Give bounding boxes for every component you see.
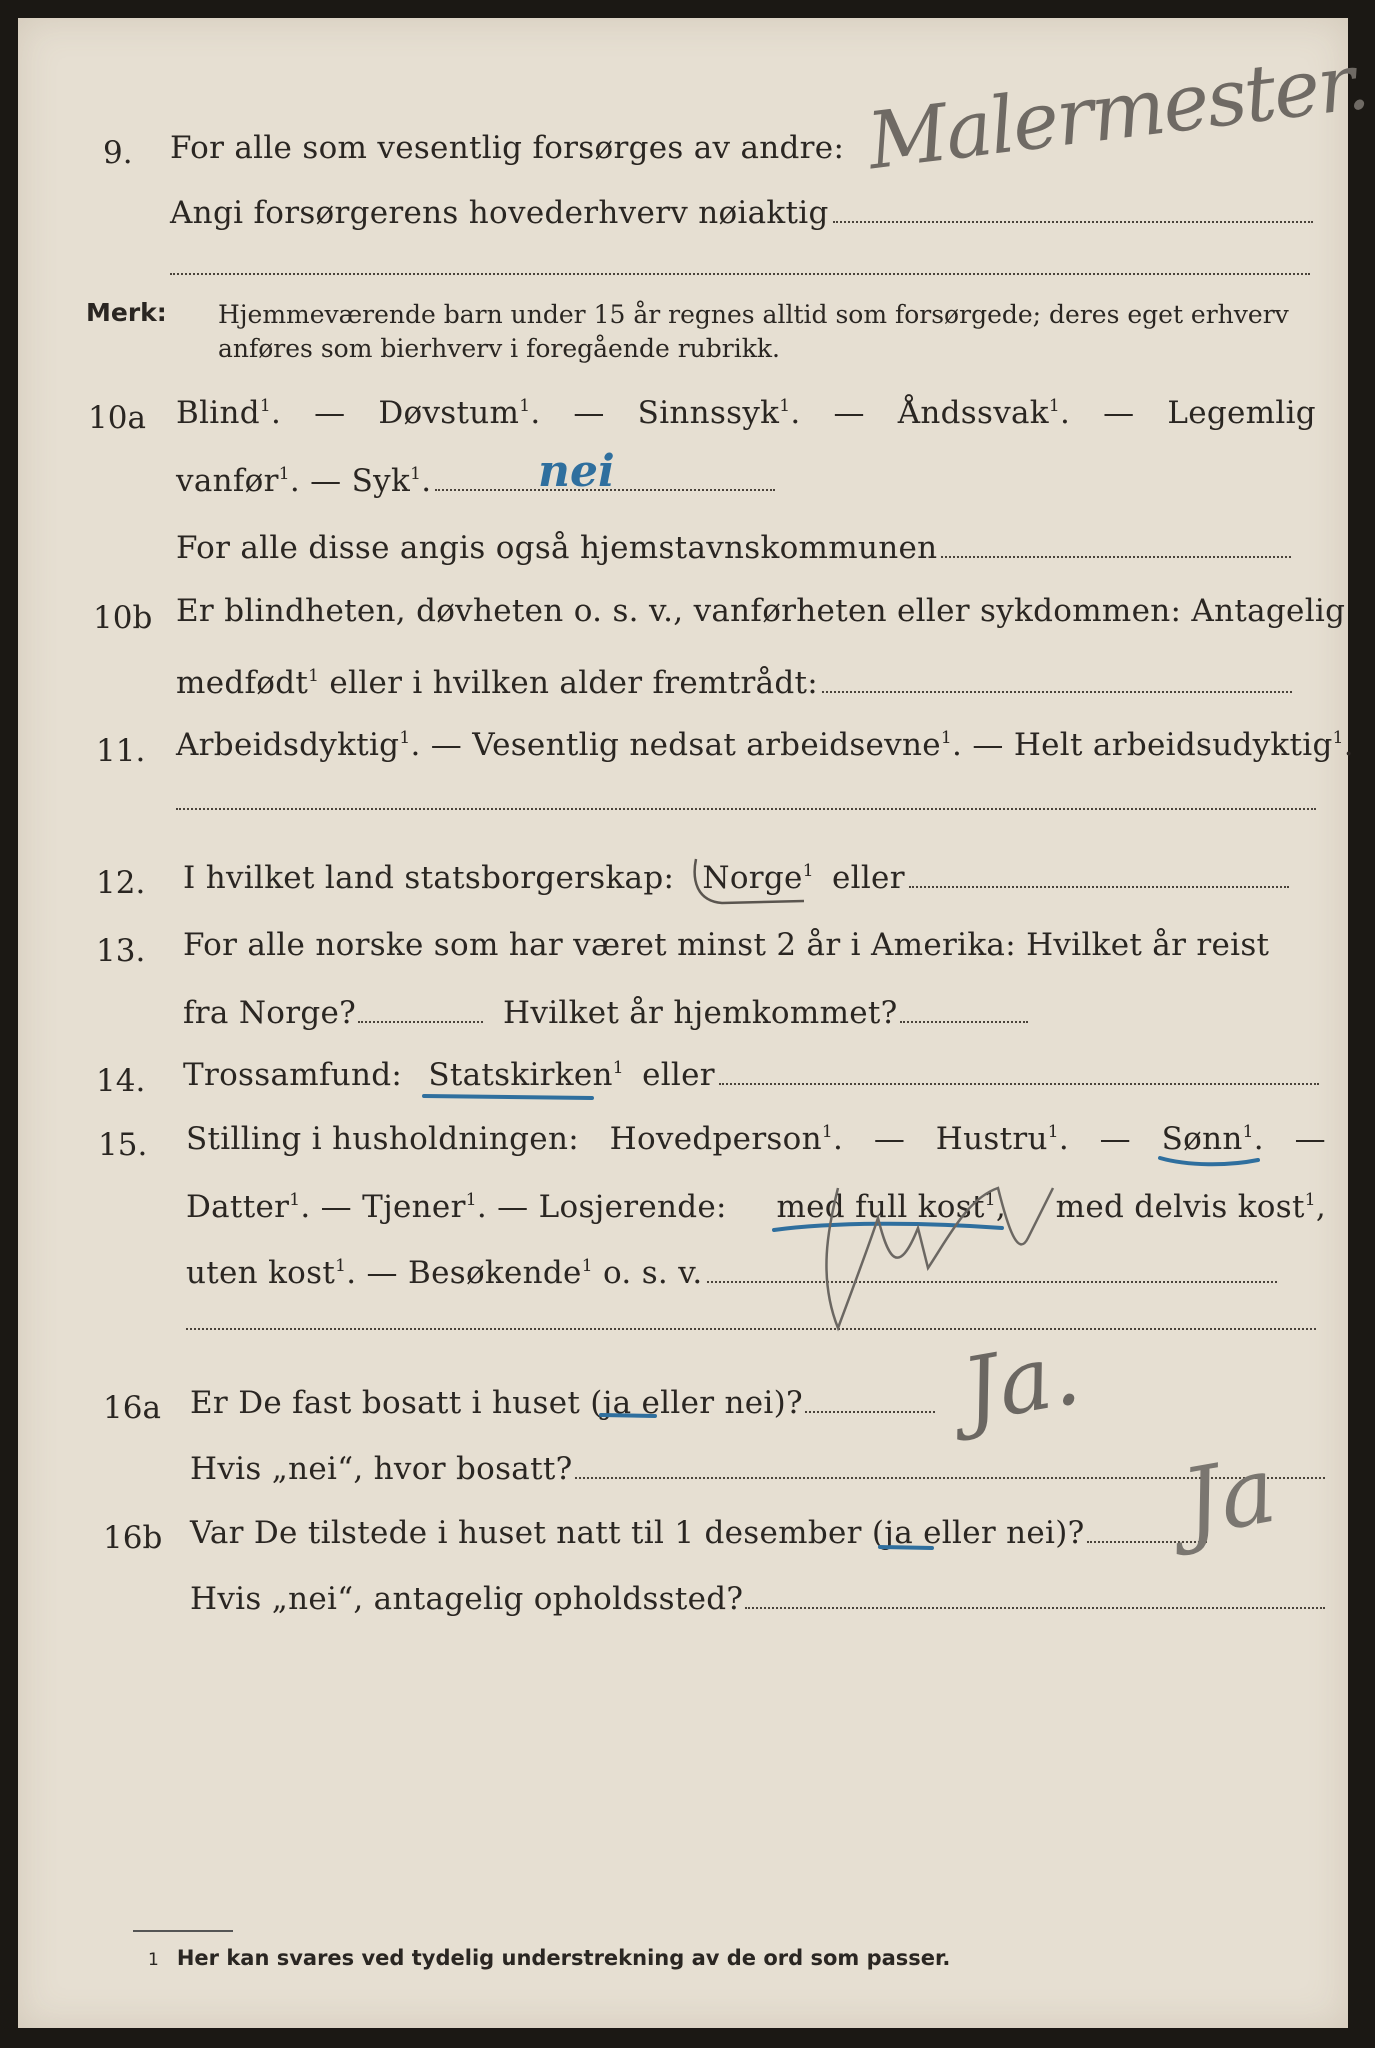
q16a-ja-underlined: ja: [603, 1385, 642, 1421]
merk-line1: Hjemmeværende barn under 15 år regnes alltid som forsørgede; deres eget erhverv: [218, 300, 1289, 329]
merk-label: Merk:: [86, 298, 167, 327]
merk-note: [86, 296, 167, 330]
q15-blank-line: [186, 1328, 1316, 1330]
q13-number: 13.: [96, 933, 146, 969]
q11-number: 11.: [96, 733, 146, 769]
footnote-text: Her kan svares ved tydelig understrekning av de ord som passer.: [176, 1946, 951, 1970]
footnote-mark: 1: [148, 1950, 159, 1970]
q15-sonn-underline-mark: [1158, 1150, 1268, 1170]
q9-line2: Angi forsørgerens hovederhverv nøiaktig: [170, 198, 1313, 229]
q9-number: 9.: [103, 135, 133, 171]
q11-line: Arbeidsdyktig$^1$. — Vesentlig nedsat arbeidsevne$^1$. — Helt arbeidsudyktig$^1$.: [176, 727, 1354, 763]
q15-kost-underline-mark: [772, 1218, 1012, 1240]
q15-line1: Stilling i husholdningen: Hovedperson$^1$. — Hustru$^1$. — Sønn$^1$. —: [186, 1124, 1326, 1155]
q12-number: 12.: [96, 865, 146, 901]
q10a-line3: For alle disse angis også hjemstavnskommunen: [176, 533, 1291, 564]
q11-blank-line: [176, 808, 1316, 810]
q15-sonn-underlined: Sønn$^1$.: [1162, 1124, 1264, 1155]
q10a-line1: Blind$^1$. — Døvstum$^1$. — Sinnssyk$^1$. — Åndssvak$^1$. — Legemlig: [176, 395, 1316, 431]
q16b-underline-mark: [878, 1539, 938, 1555]
q13-line1: For alle norske som har været minst 2 år i Amerika: Hvilket år reist: [183, 927, 1270, 963]
q14-number: 14.: [96, 1063, 146, 1099]
q15-line2: Datter$^1$. — Tjener$^1$. — Losjerende: med full kost$^1$, med delvis kost$^1$,: [186, 1192, 1326, 1223]
q16b-line2: Hvis „nei“, antagelig opholdssted?: [190, 1584, 1325, 1615]
q9-answer-handwriting: Malermester.: [863, 36, 1373, 188]
q10a-number: 10a: [88, 400, 146, 436]
q12-line: I hvilket land statsborgerskap: Norge$^1$ eller: [183, 863, 1289, 894]
q16b-line1: Var De tilstede i huset natt til 1 desember (ja eller nei)?: [190, 1518, 1207, 1549]
q15-number: 15.: [98, 1127, 148, 1163]
q10b-number: 10b: [93, 600, 153, 636]
q10b-line1: Er blindheten, døvheten o. s. v., vanførheten eller sykdommen: Antagelig: [176, 593, 1346, 629]
q16b-answer-handwriting: Ja: [1174, 1435, 1284, 1558]
footnote: [148, 1946, 950, 1970]
merk-line2: anføres som bierhverv i foregående rubrikk.: [218, 333, 780, 363]
q10a-answer-handwriting: nei: [538, 446, 615, 497]
q16a-number: 16a: [103, 1390, 161, 1426]
q10b-line2: medfødt$^1$ eller i hvilken alder fremtrådt:: [176, 668, 1292, 699]
q12-underline-mark: [692, 855, 812, 911]
q14-underline-mark: [422, 1086, 602, 1106]
q16a-underline-mark: [599, 1407, 659, 1423]
footnote-rule: [133, 1930, 233, 1932]
merk-text: [218, 298, 1289, 366]
q9-blank-line: [170, 273, 1310, 275]
q16a-answer-handwriting: Ja.: [954, 1320, 1087, 1443]
q13-line2: fra Norge? Hvilket år hjemkommet?: [183, 998, 1028, 1029]
q14-line: Trossamfund: Statskirken$^1$ eller: [183, 1060, 1319, 1091]
q12-norge-underlined: Norge$^1$: [702, 863, 813, 894]
q15-line3: uten kost$^1$. — Besøkende$^1$ o. s. v.: [186, 1258, 1277, 1289]
q10a-line2: vanfør$^1$. — Syk$^1$.: [176, 466, 775, 497]
q15-med-full-kost-underlined: med full kost$^1$,: [776, 1192, 1006, 1223]
q16a-line1: Er De fast bosatt i huset (ja eller nei)?: [190, 1388, 935, 1419]
q16b-number: 16b: [103, 1520, 163, 1556]
form-page: [18, 18, 1373, 2028]
q9-line1: For alle som vesentlig forsørges av andre:: [170, 130, 845, 166]
q16b-ja-underlined: ja: [884, 1515, 923, 1551]
q14-statskirken-underlined: Statskirken$^1$: [428, 1060, 624, 1091]
q16a-line2: Hvis „nei“, hvor bosatt?: [190, 1454, 1325, 1485]
